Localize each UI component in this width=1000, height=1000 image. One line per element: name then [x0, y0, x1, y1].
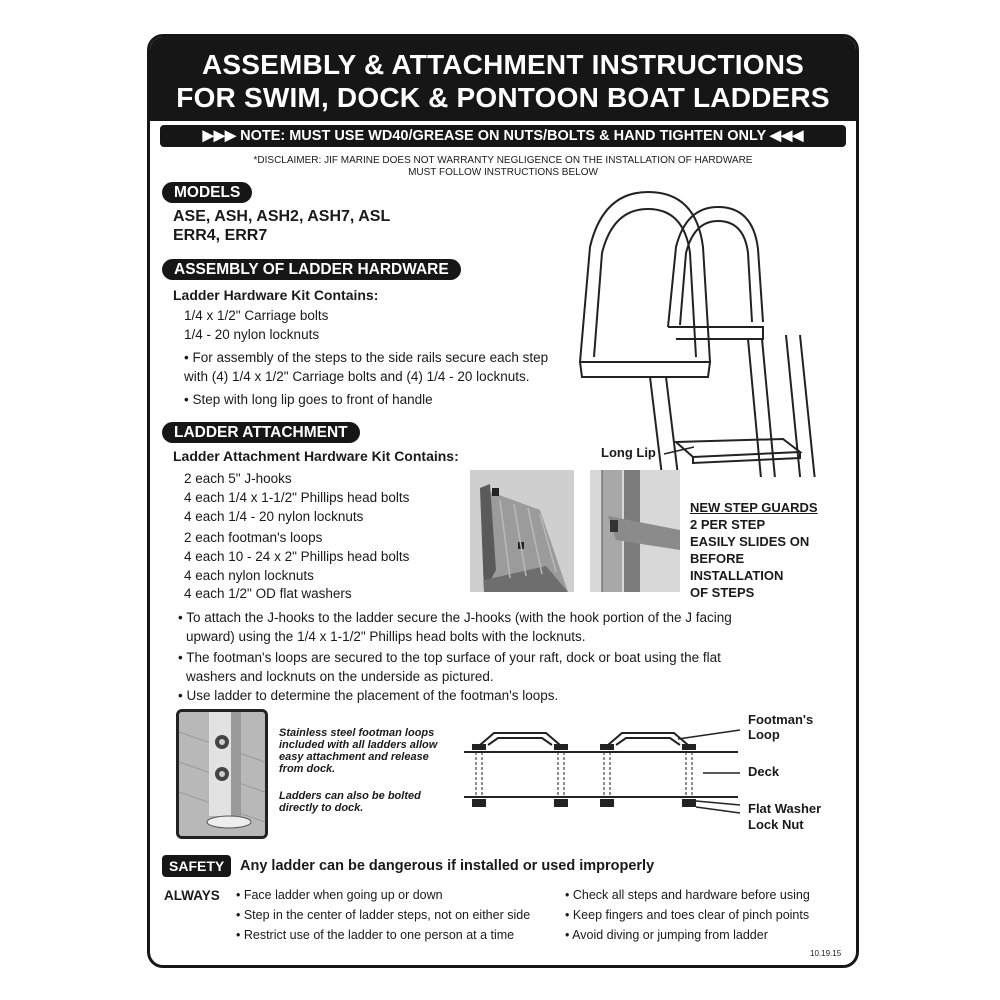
note-banner: ▶▶▶ NOTE: MUST USE WD40/GREASE ON NUTS/BOLTS & HAND TIGHTEN ONLY ◀◀◀ — [160, 125, 846, 147]
disclaimer-line-2: MUST FOLLOW INSTRUCTIONS BELOW — [408, 167, 598, 178]
footman-caption-5: Ladders can also be bolted — [279, 790, 421, 802]
attachment-bullet-2b: washers and locknuts on the underside as pictured. — [186, 669, 494, 684]
attachment-bullet-1b: upward) using the 1/4 x 1-1/2" Phillips head bolts with the locknuts. — [186, 629, 586, 644]
footman-caption-4: from dock. — [279, 763, 336, 775]
attachment-item-3: 4 each 1/4 - 20 nylon locknuts — [184, 509, 364, 524]
step-guard-photo-2 — [590, 470, 680, 592]
ladder-illustration — [568, 187, 838, 477]
assembly-bullet-2: • Step with long lip goes to front of handle — [184, 392, 433, 407]
assembly-bullet-1a: • For assembly of the steps to the side rails secure each step — [184, 350, 549, 365]
safety-right-3: • Avoid diving or jumping from ladder — [565, 928, 768, 942]
step-guards-line-3: EASILY SLIDES ON — [690, 534, 810, 549]
assembly-bullet-1b: with (4) 1/4 x 1/2" Carriage bolts and (4) 1/4 - 20 locknuts. — [184, 369, 530, 384]
models-heading: MODELS — [162, 182, 252, 203]
attachment-bullet-1a: • To attach the J-hooks to the ladder secure the J-hooks (with the hook portion of the J facing — [178, 610, 732, 625]
safety-right-2: • Keep fingers and toes clear of pinch points — [565, 908, 810, 922]
footman-caption-1: Stainless steel footman loops — [279, 727, 435, 739]
attachment-item-5: 4 each 10 - 24 x 2" Phillips head bolts — [184, 549, 410, 564]
safety-left-3: • Restrict use of the ladder to one person at a time — [236, 928, 515, 942]
models-line-2: ERR4, ERR7 — [173, 227, 268, 244]
assembly-kit-title: Ladder Hardware Kit Contains: — [173, 287, 379, 303]
attachment-item-6: 4 each nylon locknuts — [184, 568, 314, 583]
step-guards-line-1: NEW STEP GUARDS — [690, 500, 818, 515]
attachment-bullet-2a: • The footman's loops are secured to the top surface of your raft, dock or boat using the flat — [178, 650, 721, 665]
step-guards-line-4: BEFORE — [690, 551, 745, 566]
footmans-loop-label-1: Footman's — [748, 712, 814, 727]
footman-loop-diagram — [458, 725, 743, 815]
attachment-item-4: 2 each footman's loops — [184, 530, 323, 545]
models-line-1: ASE, ASH, ASH2, ASH7, ASL — [173, 208, 391, 225]
assembly-item-1: 1/4 x 1/2" Carriage bolts — [184, 308, 329, 323]
footman-caption-6: directly to dock. — [279, 802, 364, 814]
attachment-item-2: 4 each 1/4 x 1-1/2" Phillips head bolts — [184, 490, 410, 505]
footmans-loop-label-2: Loop — [748, 727, 780, 742]
attachment-item-1: 2 each 5" J-hooks — [184, 471, 292, 486]
title-line-2: FOR SWIM, DOCK & PONTOON BOAT LADDERS — [176, 82, 830, 113]
long-lip-label: Long Lip — [601, 445, 656, 460]
attachment-heading: LADDER ATTACHMENT — [162, 422, 360, 443]
instruction-sheet — [147, 34, 859, 968]
footman-loop-photo — [176, 709, 268, 839]
attachment-item-7: 4 each 1/2" OD flat washers — [184, 586, 352, 601]
step-guards-line-2: 2 PER STEP — [690, 517, 766, 532]
step-guard-photo-1 — [470, 470, 574, 592]
safety-left-2: • Step in the center of ladder steps, not on either side — [236, 908, 531, 922]
footman-caption-2: included with all ladders allow — [279, 739, 438, 751]
always-label: ALWAYS — [164, 888, 220, 903]
attachment-kit-title: Ladder Attachment Hardware Kit Contains: — [173, 448, 459, 464]
safety-left-1: • Face ladder when going up or down — [236, 888, 443, 902]
attachment-bullet-3: • Use ladder to determine the placement of the footman's loops. — [178, 688, 559, 703]
step-guards-line-5: INSTALLATION — [690, 568, 784, 583]
assembly-heading: ASSEMBLY OF LADDER HARDWARE — [162, 259, 461, 280]
safety-right-1: • Check all steps and hardware before using — [565, 888, 810, 902]
assembly-item-2: 1/4 - 20 nylon locknuts — [184, 327, 320, 342]
safety-badge: SAFETY — [162, 855, 231, 877]
step-guards-line-6: OF STEPS — [690, 585, 755, 600]
lock-nut-label: Lock Nut — [748, 817, 804, 832]
safety-warning: Any ladder can be dangerous if installed or used improperly — [240, 858, 655, 874]
title-banner — [150, 37, 856, 121]
date-code: 10.19.15 — [810, 949, 842, 958]
long-lip-arrow — [660, 437, 700, 467]
disclaimer-line-1: *DISCLAIMER: JIF MARINE DOES NOT WARRANTY NEGLIGENCE ON THE INSTALLATION OF HARDWARE — [253, 155, 753, 166]
flat-washer-label: Flat Washer — [748, 801, 822, 816]
deck-label: Deck — [748, 764, 780, 779]
footman-caption-3: easy attachment and release — [279, 751, 429, 763]
title-line-1: ASSEMBLY & ATTACHMENT INSTRUCTIONS — [201, 49, 805, 80]
